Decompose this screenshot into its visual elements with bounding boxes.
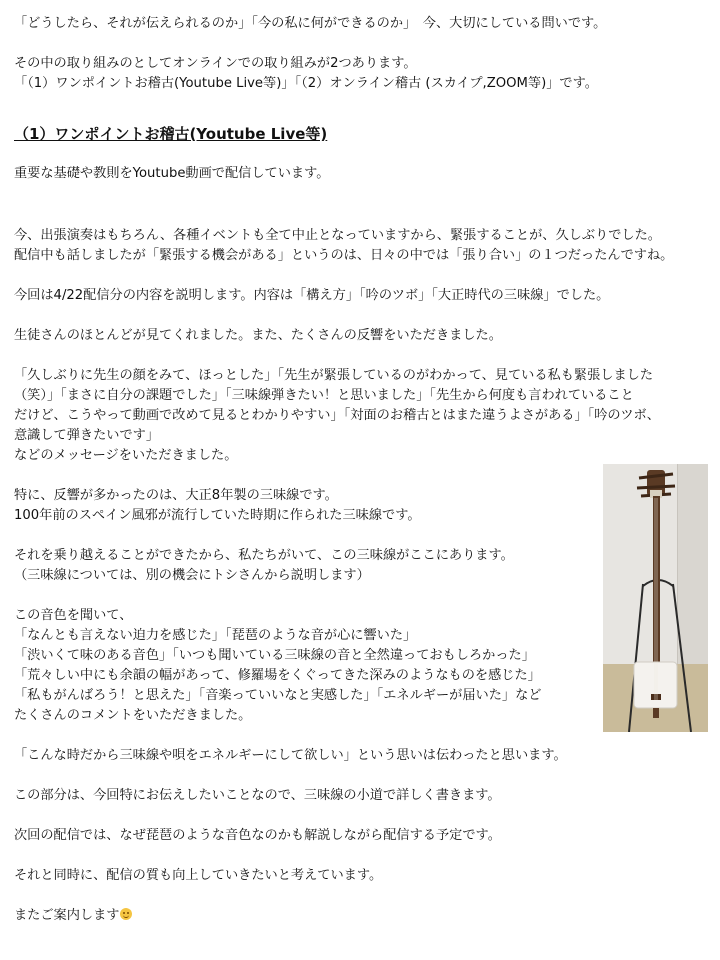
paragraph-15 (14, 906, 714, 926)
text-line: （笑）」「まさに自分の課題でした」「三味線弾きたい！と思いました」「先生から何度も言われていること (14, 388, 634, 403)
text-line: その中の取り組みのとしてオンラインでの取り組みが2つあります。 (14, 56, 417, 71)
paragraph-2 (14, 54, 714, 94)
paragraph-7 (14, 366, 714, 466)
paragraph-13 (14, 826, 714, 846)
section-heading: （1）ワンポイントお稽古(Youtube Live等) (14, 125, 328, 143)
paragraph-14 (14, 866, 714, 886)
text-line: 今、出張演奏はもちろん、各種イベントも全て中止となっていますから、緊張することが、久しぶりでした。 (14, 228, 661, 243)
text-line: 「なんとも言えない迫力を感じた」「琵琶のような音が心に響いた」 (14, 628, 417, 643)
paragraph-11 (14, 746, 714, 766)
shamisen-photo (603, 464, 708, 732)
paragraph-5 (14, 286, 714, 306)
text-line: （三味線については、別の機会にトシさんから説明します） (14, 568, 370, 583)
text-line: この部分は、今回特にお伝えしたいことなので、三味線の小道で詳しく書きます。 (14, 788, 501, 803)
text-line: 「私もがんばろう！と思えた」「音楽っていいなと実感した」「エネルギーが届いた」など (14, 688, 542, 703)
text-line: 「どうしたら、それが伝えられるのか」「今の私に何ができるのか」 今、大切にしている問いです。 (14, 16, 607, 31)
text-line: などのメッセージをいただきました。 (14, 448, 238, 463)
text-line: 「荒々しい中にも余韻の幅があって、修羅場をくぐってきた深みのようなものを感じた」 (14, 668, 541, 683)
text-line: この音色を聞いて、 (14, 608, 133, 623)
text-line: たくさんのコメントをいただきました。 (14, 708, 252, 723)
text-line: 重要な基礎や教則をYoutube動画で配信しています。 (14, 166, 330, 181)
paragraph-4 (14, 226, 714, 266)
paragraph-12 (14, 786, 714, 806)
shamisen-drawing (603, 464, 708, 732)
text-line (14, 906, 714, 926)
text-line: 特に、反響が多かったのは、大正8年製の三味線です。 (14, 488, 338, 503)
text-line: だけど、こうやって動画で改めて見るとわかりやすい」「対面のお稽古とはまた違うよさがある」「吟のツボ、 (14, 408, 660, 423)
text-line: 「久しぶりに先生の顔をみて、ほっとした」「先生が緊張しているのがわかって、見ている私も緊張しました (14, 368, 654, 383)
text-line: 次回の配信では、なぜ琵琶のような音色なのかも解説しながら配信する予定です。 (14, 828, 501, 843)
paragraph-1 (14, 14, 714, 34)
text-line: 「（1）ワンポイントお稽古(Youtube Live等)」「（2）オンライン稽古 (スカイプ,ZOOM等)」です。 (14, 76, 598, 91)
text-line: 配信中も話しましたが「緊張する機会がある」というのは、日々の中では「張り合い」の１つだったんですね。 (14, 248, 674, 263)
text-line: 「こんな時だから三味線や唄をエネルギーにして欲しい」という思いは伝わったと思います。 (14, 748, 567, 763)
text-line: 「渋いくて味のある音色」「いつも聞いている三味線の音と全然違っておもしろかった」 (14, 648, 535, 663)
closing-text: またご案内します (14, 908, 120, 923)
text-line: 今回は4/22配信分の内容を説明します。内容は「構え方」「吟のツボ」「大正時代の三味線」でした。 (14, 288, 610, 303)
text-line: 意識して弾きたいです」 (14, 428, 160, 443)
smiling-face-icon (120, 908, 132, 920)
text-line: 100年前のスペイン風邪が流行していた時期に作られた三味線です。 (14, 508, 421, 523)
text-line: それを乗り越えることができたから、私たちがいて、この三味線がここにあります。 (14, 548, 514, 563)
text-line: 生徒さんのほとんどが見てくれました。また、たくさんの反響をいただきました。 (14, 328, 502, 343)
paragraph-3 (14, 164, 714, 184)
paragraph-6 (14, 326, 714, 346)
text-line: それと同時に、配信の質も向上していきたいと考えています。 (14, 868, 383, 883)
